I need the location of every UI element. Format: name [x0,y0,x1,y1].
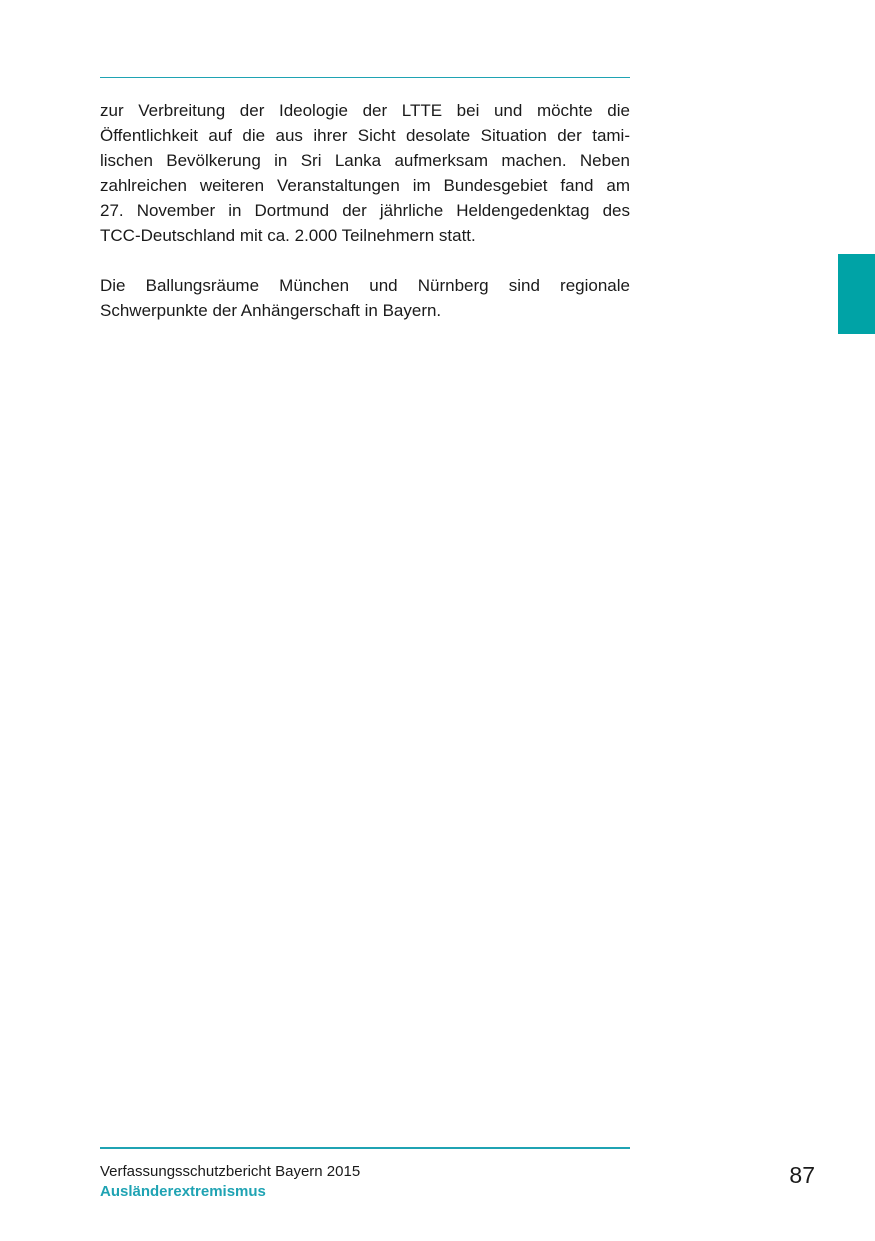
text-line: lischen Bevölkerung in Sri Lanka aufmerksam machen. Neben [100,151,630,170]
top-divider [100,77,630,78]
text-line: zahlreichen weiteren Veranstaltungen im Bundesgebiet fand am [100,176,630,195]
text-line: 27. November in Dortmund der jährliche Heldengedenktag des [100,201,630,220]
text-line: zur Verbreitung der Ideologie der LTTE bei und möchte die [100,101,630,120]
text-line: TCC-Deutschland mit ca. 2.000 Teilnehmern statt. [100,226,476,245]
text-line: Die Ballungsräume München und Nürnberg sind regionale [100,276,630,295]
footer-section-name: Ausländerextremismus [100,1183,266,1200]
footer-report-title: Verfassungsschutzbericht Bayern 2015 [100,1163,361,1180]
paragraph-1 [100,98,630,248]
chapter-tab-marker [838,254,875,334]
footer-divider [100,1147,630,1149]
text-line: Schwerpunkte der Anhängerschaft in Bayern. [100,301,442,320]
text-line: Öffentlichkeit auf die aus ihrer Sicht desolate Situation der tami- [100,126,630,145]
paragraph-2 [100,273,630,323]
body-text [100,98,630,348]
page-number: 87 [789,1162,815,1188]
